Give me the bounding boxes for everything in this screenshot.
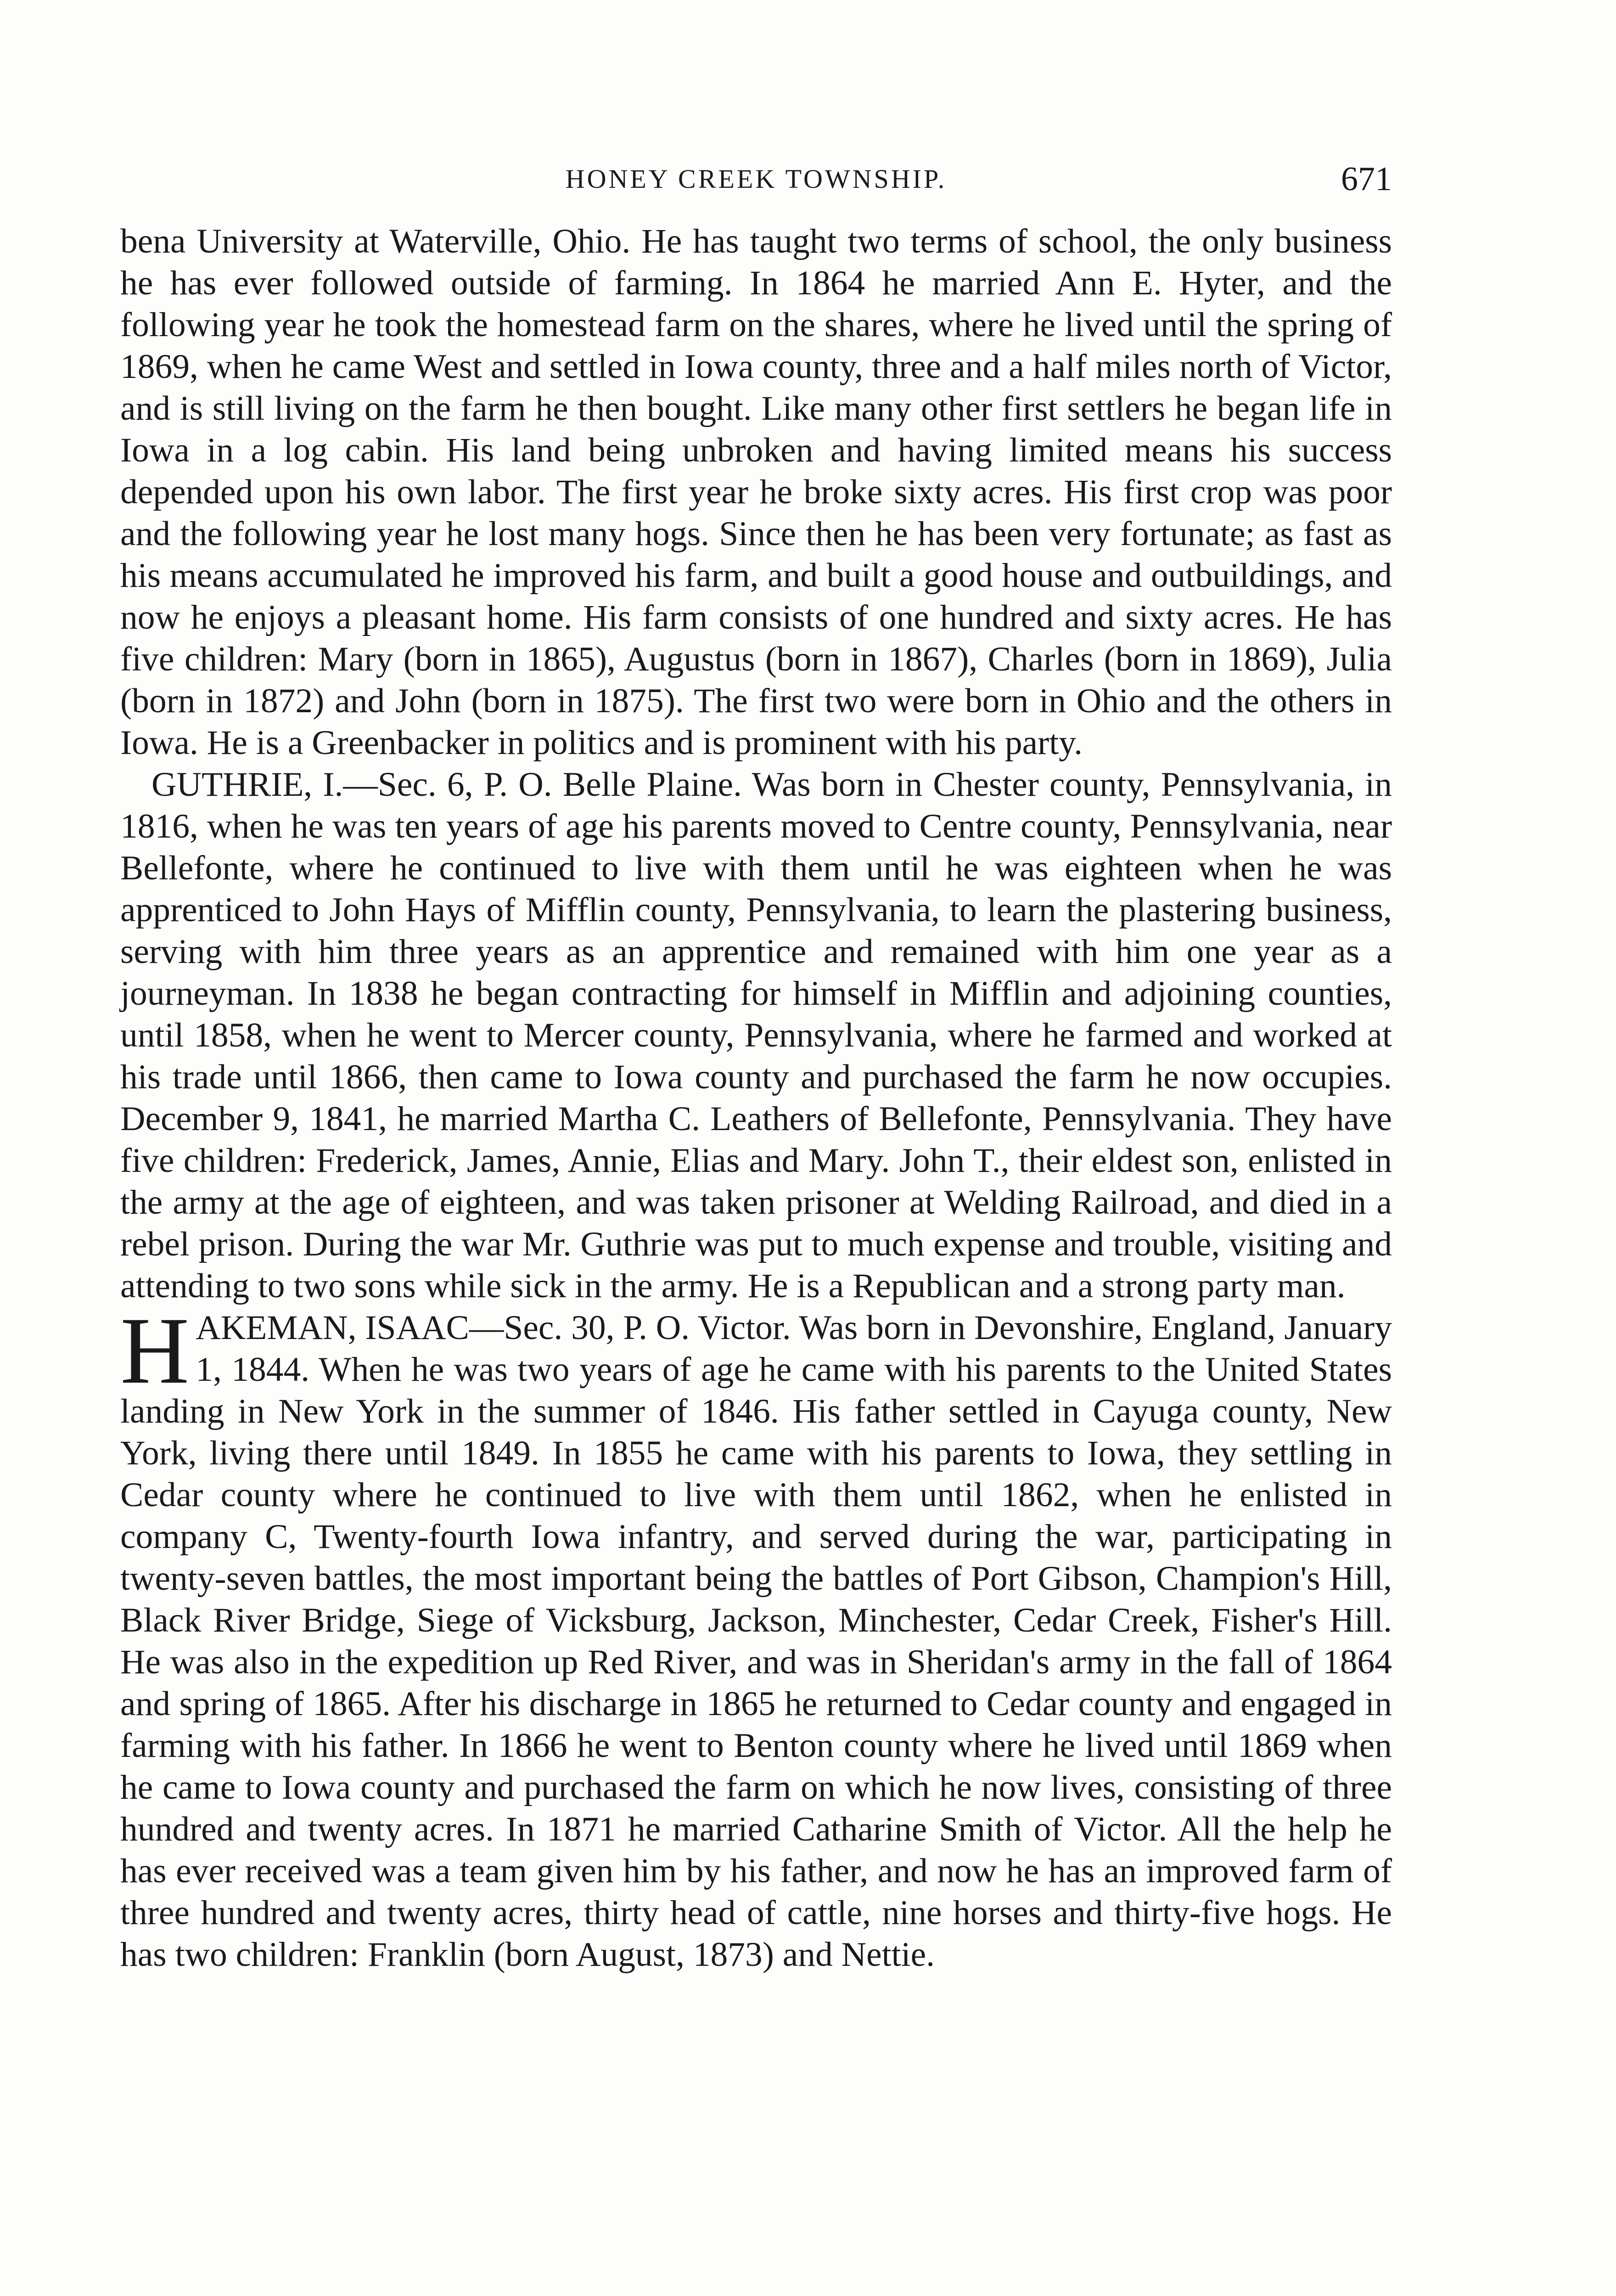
entry-hakeman: HAKEMAN, ISAAC—Sec. 30, P. O. Victor. Was born in Devonshire, England, January 1, 1844. When he was two years of age he came with his parents to the United States landing in New York in the summer of 1846. His father settled in Cayuga county, New York, living there until 1849. In 1855 he came with his parents to Iowa, they settling in Cedar county where he continued to live with them until 1862, when he enlisted in company C, Twenty-fourth Iowa infantry, and served during the war, participating in twenty-seven battles, the most important being the battles of Port Gibson, Champion's Hill, Black River Bridge, Siege of Vicksburg, Jackson, Minchester, Cedar Creek, Fisher's Hill. He was also in the expedition up Red River, and was in Sheridan's army in the fall of 1864 and spring of 1865. After his discharge in 1865 he returned to Cedar county and engaged in farming with his father. In 1866 he went to Benton county where he lived until 1869 when he came to Iowa county and purchased the farm on which he now lives, consisting of three hundred and twenty acres. In 1871 he married Catharine Smith of Victor. All the help he has ever received was a team given him by his father, and now he has an improved farm of three hundred and twenty acres, thirty head of cattle, nine horses and thirty-five hogs. He has two children: Franklin (born August, 1873) and Nettie. [120,1298,1392,1974]
entry-guthrie: GUTHRIE, I.—Sec. 6, P. O. Belle Plaine. Was born in Chester county, Pennsylvania, in 1816, when he was ten years of age his parents moved to Centre county, Pennsylvania, near Bellefonte, where he continued to live with them until he was eighteen when he was apprenticed to John Hays of Mifflin county, Pennsylvania, to learn the plastering business, serving with him three years as an apprentice and remained with him one year as a journeyman. In 1838 he began contracting for himself in Mifflin and adjoining counties, until 1858, when he went to Mercer county, Pennsylvania, where he farmed and worked at his trade until 1866, then came to Iowa county and purchased the farm he now occupies. December 9, 1841, he married Martha C. Leathers of Bellefonte, Pennsylvania. They have five children: Frederick, James, Annie, Elias and Mary. John T., their eldest son, enlisted in the army at the age of eighteen, and was taken prisoner at Welding Railroad, and died in a rebel prison. During the war Mr. Guthrie was put to much expense and trouble, visiting and attending to two sons while sick in the army. He is a Republican and a strong party man. [120,765,1392,1305]
body-text [120,220,1392,1975]
page-number: 671 [1341,160,1392,198]
entry-continued-paragraph: bena University at Waterville, Ohio. He has taught two terms of school, the only business he has ever followed outside of farming. In 1864 he married Ann E. Hyter, and the following year he took the homestead farm on the shares, where he lived until the spring of 1869, when he came West and settled in Iowa county, three and a half miles north of Victor, and is still living on the farm he then bought. Like many other first settlers he began life in Iowa in a log cabin. His land being unbroken and having limited means his success depended upon his own labor. The first year he broke sixty acres. His first crop was poor and the following year he lost many hogs. Since then he has been very fortunate; as fast as his means accumulated he improved his farm, and built a good house and outbuildings, and now he enjoys a pleasant home. His farm consists of one hundred and sixty acres. He has five children: Mary (born in 1865), Augustus (born in 1867), Charles (born in 1869), Julia (born in 1872) and John (born in 1875). The first two were born in Ohio and the others in Iowa. He is a Greenbacker in politics and is prominent with his party. [120,222,1392,762]
running-head [120,161,1392,197]
running-title: HONEY CREEK TOWNSHIP. [565,164,947,194]
